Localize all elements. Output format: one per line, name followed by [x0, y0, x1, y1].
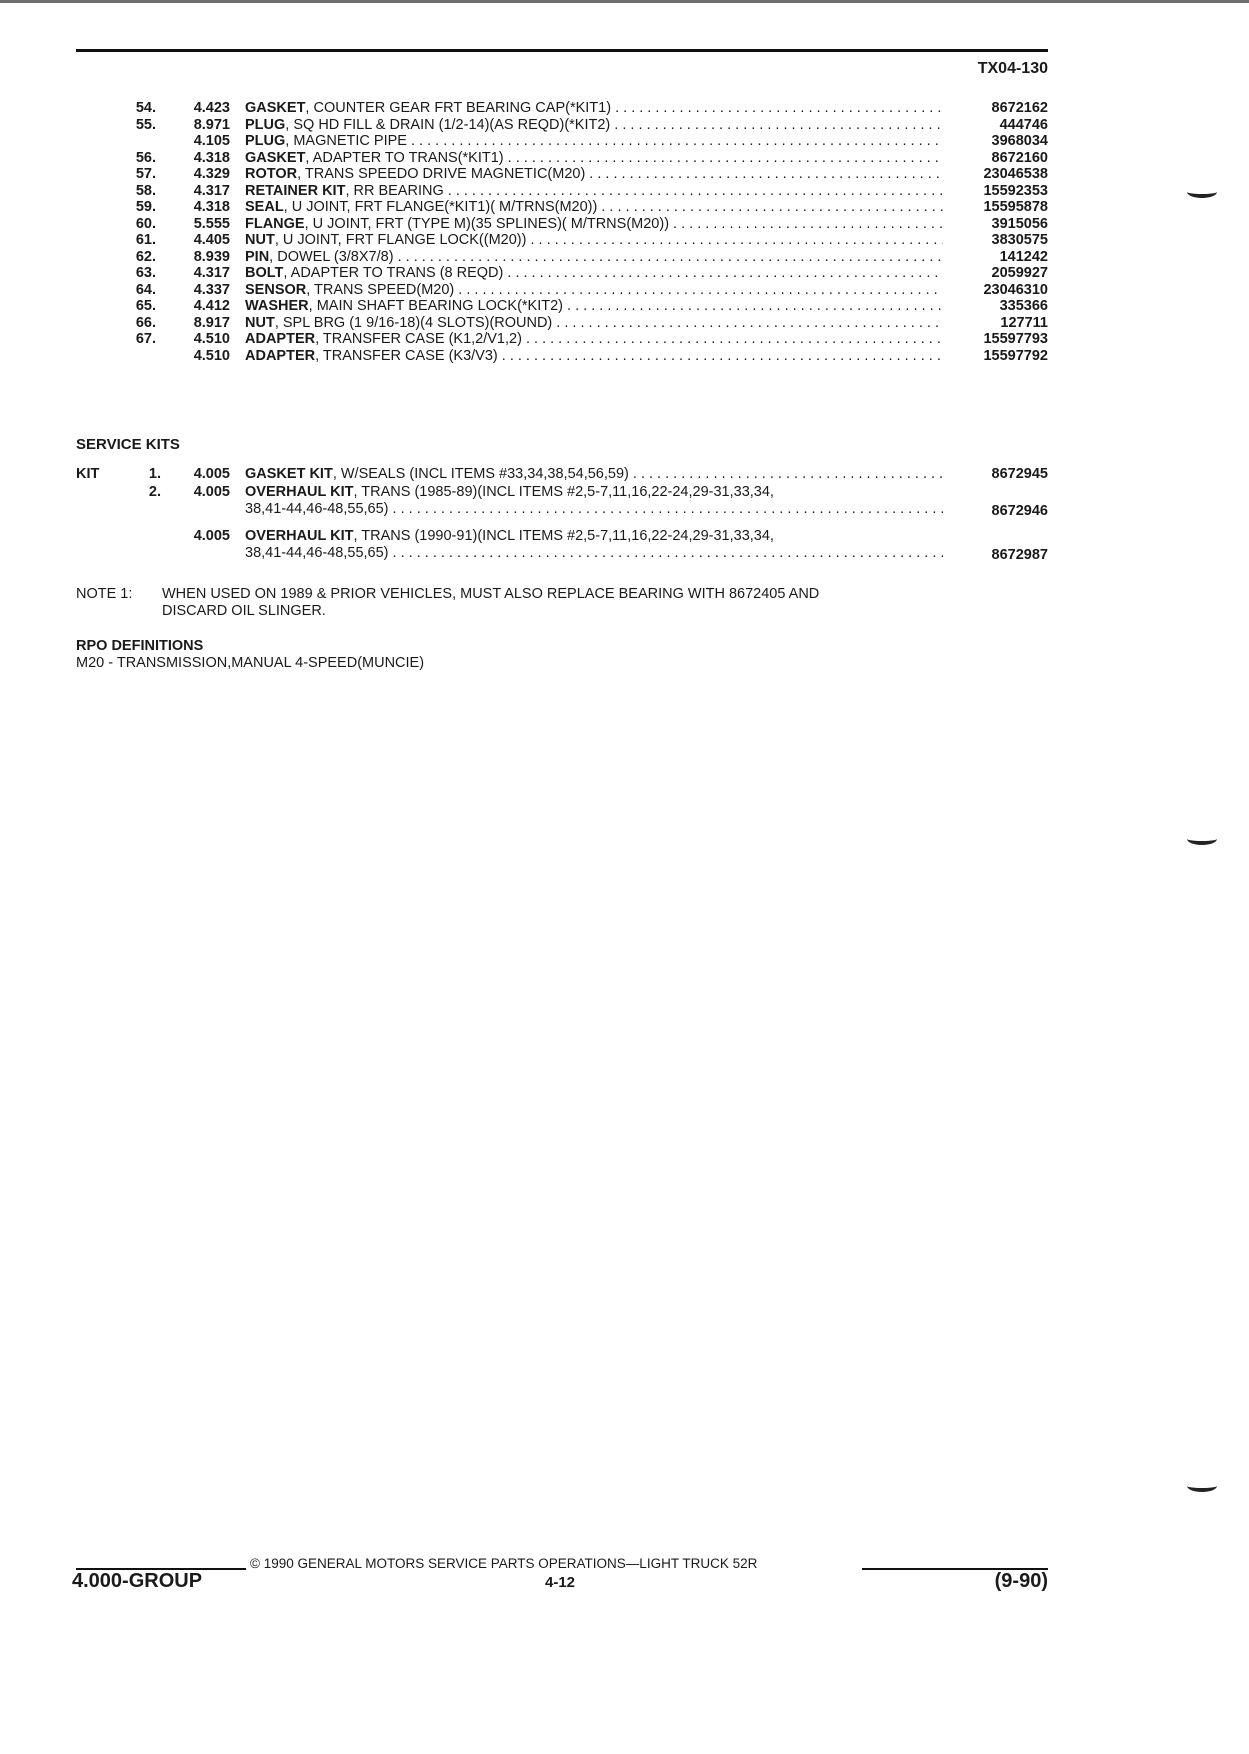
part-spec: , SQ HD FILL & DRAIN (1/2-14)(AS REQD)(*KIT2): [285, 116, 611, 133]
parts-row: [76, 265, 1048, 282]
group-code: 4.005: [193, 466, 230, 482]
parts-row: [76, 100, 1048, 117]
item-number: 57.: [135, 166, 156, 182]
kit-description: [245, 466, 943, 483]
group-code: 4.412: [193, 298, 230, 314]
part-name: SEAL: [245, 199, 284, 215]
item-number: 67.: [135, 331, 156, 347]
group-code: 4.337: [193, 281, 230, 298]
part-number: 8672160: [991, 149, 1048, 166]
part-number: 15592353: [983, 182, 1048, 199]
part-description: [245, 183, 943, 200]
kit-label: KIT: [76, 466, 100, 482]
part-name: FLANGE: [245, 215, 305, 232]
part-description: [245, 166, 943, 183]
binder-hole-mark: [1187, 833, 1217, 845]
parts-row: [76, 216, 1048, 233]
part-spec: , COUNTER GEAR FRT BEARING CAP(*KIT1): [305, 100, 612, 116]
item-number: 65.: [135, 298, 156, 314]
service-kits-heading: SERVICE KITS: [76, 436, 180, 453]
kit-name: OVERHAUL KIT: [245, 484, 354, 500]
parts-row: [76, 166, 1048, 183]
part-number: 335366: [999, 298, 1048, 314]
kit-name: OVERHAUL KIT: [245, 528, 354, 544]
kit-description-line1: [245, 528, 943, 545]
part-spec: , ADAPTER TO TRANS (8 REQD): [283, 265, 504, 281]
part-description: [245, 249, 943, 266]
parts-row: [76, 117, 1048, 134]
group-code: 4.005: [193, 484, 230, 500]
part-description: [245, 100, 943, 117]
part-name: BOLT: [245, 265, 284, 281]
part-number: 141242: [999, 248, 1048, 265]
note-line1: WHEN USED ON 1989 & PRIOR VEHICLES, MUST ALSO REPLACE BEARING WITH 8672405 AND: [162, 586, 820, 602]
note-text: [162, 586, 1042, 620]
item-number: 63.: [135, 265, 156, 281]
kit-number: 2.: [148, 484, 161, 500]
group-code: 4.318: [193, 199, 230, 215]
group-code: 4.105: [193, 133, 230, 149]
parts-row: [76, 348, 1048, 365]
part-name: RETAINER KIT: [245, 182, 346, 199]
item-number: 60.: [135, 215, 156, 232]
part-description: [245, 133, 943, 150]
part-spec: , ADAPTER TO TRANS(*KIT1): [305, 149, 504, 166]
binder-hole-mark: [1187, 186, 1217, 198]
scan-edge: [0, 0, 1249, 3]
binder-hole-mark: [1187, 1480, 1217, 1492]
part-description: [245, 331, 943, 348]
rpo-block: [76, 638, 424, 672]
group-code: 4.510: [193, 347, 230, 364]
part-description: [245, 348, 943, 365]
part-number: 15595878: [983, 199, 1048, 215]
part-name: PLUG: [245, 116, 286, 133]
part-description: [245, 199, 943, 216]
part-name: PIN: [245, 248, 270, 265]
kit-row: [76, 528, 1048, 572]
part-number: 127711: [1000, 314, 1048, 331]
group-code: 4.423: [193, 100, 230, 116]
kit-description-line1: [245, 484, 943, 501]
part-number: 8672162: [991, 100, 1048, 116]
group-code: 4.329: [193, 166, 230, 182]
rpo-definition: M20 - TRANSMISSION,MANUAL 4-SPEED(MUNCIE): [76, 655, 425, 671]
part-number: 444746: [999, 116, 1048, 133]
kit-spec: , TRANS (1990-91)(INCL ITEMS #2,5-7,11,16,22-24,29-31,33,34,: [353, 528, 774, 544]
part-description: [245, 282, 943, 299]
kit-part-number: 8672987: [991, 547, 1048, 563]
item-number: 61.: [135, 232, 156, 248]
part-name: GASKET: [245, 149, 306, 166]
part-description: [245, 265, 943, 282]
kit-name: GASKET KIT: [245, 466, 333, 482]
parts-list: [76, 100, 1048, 364]
group-code: 4.317: [193, 182, 230, 199]
kit-part-number: 8672945: [991, 466, 1048, 482]
part-spec: , U JOINT, FRT (TYPE M)(35 SPLINES)( M/TRNS(M20)): [304, 215, 670, 232]
part-spec: , RR BEARING: [345, 182, 444, 199]
note-line2: DISCARD OIL SLINGER.: [162, 603, 326, 619]
part-name: ROTOR: [245, 166, 298, 182]
part-number: 2059927: [991, 265, 1048, 281]
part-name: ADAPTER: [245, 347, 316, 364]
parts-row: [76, 199, 1048, 216]
part-name: WASHER: [245, 298, 309, 314]
parts-row: [76, 331, 1048, 348]
kit-row: [76, 466, 1048, 484]
kit-description-line2: 38,41-44,46-48,55,65) . . .: [245, 545, 943, 562]
item-number: 54.: [135, 100, 156, 116]
parts-row: [76, 183, 1048, 200]
item-number: 66.: [135, 314, 156, 331]
parts-row: [76, 249, 1048, 266]
part-number: 15597793: [983, 331, 1048, 347]
parts-row: [76, 315, 1048, 332]
part-name: GASKET: [245, 100, 306, 116]
item-number: 55.: [135, 116, 156, 133]
kit-description-line1: [245, 466, 943, 483]
part-number: 23046538: [983, 166, 1048, 182]
part-description: [245, 315, 943, 332]
part-description: [245, 216, 943, 233]
item-number: 59.: [135, 199, 156, 215]
parts-row: [76, 282, 1048, 299]
part-spec: , TRANS SPEED(M20): [306, 281, 455, 298]
part-name: PLUG: [245, 133, 286, 149]
kit-row: [76, 484, 1048, 528]
part-name: SENSOR: [245, 281, 307, 298]
part-name: NUT: [245, 314, 275, 331]
item-number: 62.: [135, 248, 156, 265]
part-spec: , TRANS SPEEDO DRIVE MAGNETIC(M20): [297, 166, 586, 182]
parts-row: [76, 133, 1048, 150]
parts-row: [76, 298, 1048, 315]
part-spec: , TRANSFER CASE (K1,2/V1,2): [315, 331, 522, 347]
part-description: [245, 150, 943, 167]
service-kits-list: [76, 466, 1048, 572]
part-number: 15597792: [983, 347, 1048, 364]
parts-row: [76, 232, 1048, 249]
item-number: 64.: [135, 281, 156, 298]
part-number: 3968034: [991, 133, 1048, 149]
part-spec: , MAIN SHAFT BEARING LOCK(*KIT2): [308, 298, 563, 314]
kit-part-number: 8672946: [991, 503, 1048, 519]
group-code: 4.005: [193, 528, 230, 544]
kit-description: [245, 484, 943, 517]
part-description: [245, 117, 943, 134]
group-label: 4.000-GROUP: [72, 1570, 203, 1592]
kit-number: 1.: [148, 466, 161, 482]
parts-row: [76, 150, 1048, 167]
group-code: 4.405: [193, 232, 230, 248]
item-number: 58.: [135, 182, 156, 199]
part-number: 23046310: [983, 281, 1048, 298]
part-spec: , U JOINT, FRT FLANGE LOCK((M20)): [274, 232, 527, 248]
item-number: 56.: [135, 149, 156, 166]
part-description: [245, 232, 943, 249]
kit-spec: , W/SEALS (INCL ITEMS #33,34,38,54,56,59): [332, 466, 629, 482]
page-number: 4-12: [544, 1574, 576, 1591]
group-code: 8.917: [193, 314, 230, 331]
part-name: NUT: [245, 232, 275, 248]
revision-date: (9-90): [994, 1570, 1048, 1592]
part-name: ADAPTER: [245, 331, 316, 347]
part-spec: , DOWEL (3/8X7/8): [269, 248, 394, 265]
kit-description-line2: 38,41-44,46-48,55,65) . . .: [245, 501, 943, 518]
part-number: 3830575: [991, 232, 1048, 248]
kit-spec: , TRANS (1985-89)(INCL ITEMS #2,5-7,11,16,22-24,29-31,33,34,: [353, 484, 774, 500]
group-code: 4.318: [193, 149, 230, 166]
part-spec: , SPL BRG (1 9/16-18)(4 SLOTS)(ROUND): [274, 314, 553, 331]
part-spec: , MAGNETIC PIPE: [285, 133, 407, 149]
group-code: 8.939: [193, 248, 230, 265]
rpo-heading: RPO DEFINITIONS: [76, 638, 204, 654]
group-code: 4.510: [193, 331, 230, 347]
group-code: 5.555: [193, 215, 230, 232]
header-rule: [76, 49, 1048, 52]
kit-description: [245, 528, 943, 561]
group-code: 8.971: [193, 116, 230, 133]
part-spec: , TRANSFER CASE (K3/V3): [315, 347, 498, 364]
copyright-notice: © 1990 GENERAL MOTORS SERVICE PARTS OPERATIONS—LIGHT TRUCK 52R: [250, 1556, 758, 1571]
part-description: [245, 298, 943, 315]
part-spec: , U JOINT, FRT FLANGE(*KIT1)( M/TRNS(M20)): [283, 199, 598, 215]
group-code: 4.317: [193, 265, 230, 281]
part-number: 3915056: [991, 215, 1048, 232]
note-tag: NOTE 1:: [76, 586, 133, 602]
document-code: TX04-130: [977, 60, 1048, 77]
